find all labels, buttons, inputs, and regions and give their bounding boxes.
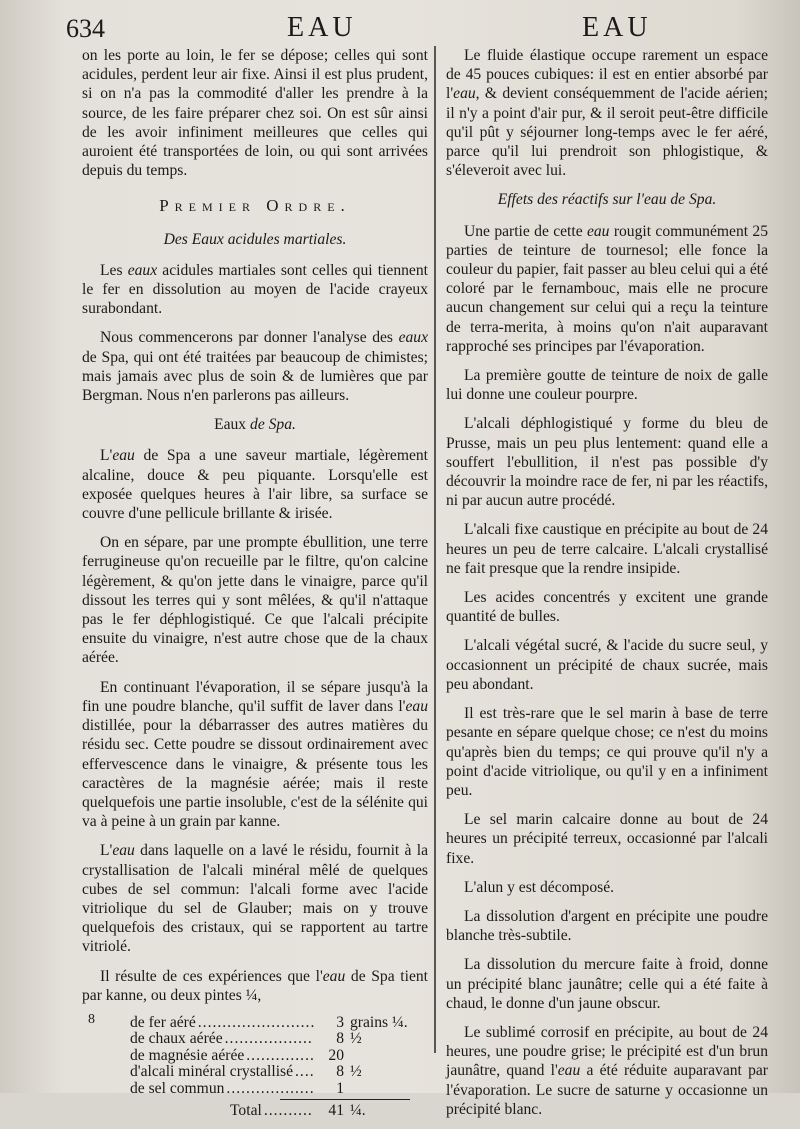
paragraph: Nous commencerons par donner l'analyse des eaux de Spa, qui ont été traitées par beaucoup de chimistes; mais jamais avec plus de soin & de lumières que par Bergman. Nous n'en parlerons pas ailleurs. <box>82 329 428 405</box>
order-heading: Premier Ordre. <box>159 196 351 216</box>
paragraph: L'alcali déphlogistiqué y forme du bleu de Prusse, mais un peu plus lentement: quand elle a souffert l'ebullition, il n'est pas possible d'y découvrir la moindre race de fer, ni par les réactifs, ni par aucun autre procédé. <box>446 415 768 510</box>
paragraph: Le fluide élastique occupe rarement un espace de 45 pouces cubiques: il est en entier absorbé par l'eau, & devient conséquemment de l'acide aérien; il n'y a point d'air pur, & il seroit peut-être difficile qu'il pût y séjourner long-temps avec le fer aéré, parce qu'il lui prendroit son phlogistique, & s'éleveroit avec lui. <box>446 47 768 180</box>
composition-table <box>130 1015 420 1120</box>
paragraph: On en sépare, par une prompte ébullition, une terre ferrugineuse qu'on recueille par le filtre, qu'on calcine légèrement, & qu'on jette dans le vinaigre, parce qu'il dissout les terres qui y sont mêlées, & qu'il n'attaque pas le fer déphlogistiqué. Ce que l'alcali précipite ensuite du vinaigre, n'est autre chose que de la chaux aérée. <box>82 534 428 667</box>
paragraph: Il résulte de ces expériences que l'eau de Spa tient par kanne, ou deux pintes ¼, <box>82 967 428 1004</box>
sum-rule <box>280 1099 410 1100</box>
table-row: de magnésie aérée ..... 20 <box>130 1048 420 1065</box>
paragraph: L'alcali fixe caustique en précipite au bout de 24 heures un peu de terre calcaire. L'alcali crystallisé ne fait presque que la rendre insipide. <box>446 521 768 577</box>
footer-mark: 8 <box>88 1012 95 1027</box>
paragraph: L'eau de Spa a une saveur martiale, légèrement alcaline, douce & peu piquante. Lorsqu'elle est exposée quelques heures à l'air libre, sa surface se couvre d'une pellicule brillante & irisée. <box>82 447 428 523</box>
section-heading: Effets des réactifs sur l'eau de Spa. <box>497 191 717 209</box>
table-row: de sel commun ..... 1 <box>130 1081 420 1098</box>
table-row: de fer aéré ..... 3 grains ¼. <box>130 1015 420 1032</box>
paragraph: Le sel marin calcaire donne au bout de 24 heures un précipité terreux, occasionné par l'alcali fixe. <box>446 811 768 867</box>
paragraph: Les eaux acidules martiales sont celles qui tiennent le fer en dissolution au moyen de l'acide crayeux surabondant. <box>82 261 428 318</box>
running-title-left: EAU <box>287 12 357 43</box>
paragraph: En continuant l'évaporation, il se sépare jusqu'à la fin une poudre blanche, qu'il suffit de laver dans l'eau distillée, pour la débarrasser des autres matières du résidu sec. Cette poudre se dissout ordinairement avec effervescence dans le vinaigre, & présente tous les caractères de la magnésie aérée; mais il reste quelquefois une partie insoluble, c'est de la sélénite qui va à peine à un grain par kanne. <box>82 678 428 831</box>
subsection-heading: Eaux de Spa. <box>214 416 296 434</box>
paragraph: Le sublimé corrosif en précipite, au bout de 24 heures, une poudre grise; le précipité est d'un brun jaunâtre, quand l'eau a été réduite auparavant par l'évaporation. Le sucre de saturne y occasionne un précipité blanc. <box>446 1023 768 1118</box>
column-divider <box>434 46 436 1053</box>
paragraph: La dissolution d'argent en précipite une poudre blanche très-subtile. <box>446 907 768 945</box>
paragraph: La dissolution du mercure faite à froid, donne un précipité blanc jaunâtre; celle qui a été faite à chaud, le donne d'un jaune obscur. <box>446 956 768 1012</box>
left-column <box>82 46 428 1120</box>
section-heading: Des Eaux acidules martiales. <box>163 230 347 248</box>
paragraph: L'alcali végétal sucré, & l'acide du sucre seul, y occasionnent un précipité de chaux sucrée, mais peu abondant. <box>446 637 768 693</box>
paragraph: Les acides concentrés y excitent une grande quantité de bulles. <box>446 589 768 626</box>
paragraph: L'eau dans laquelle on a lavé le résidu, fournit à la crystallisation de l'alcali minéral mêlé de quelques cubes de sel commun: l'alcali forme avec l'acide vitriolique du sel de Glauber; mais on y trouve quelquefois des cristaux, qui se rapportent au tartre vitriolé. <box>82 842 428 956</box>
paragraph: Il est très-rare que le sel marin à base de terre pesante en sépare quelque chose; ce n'est du moins qu'après bien du temps; ce qui prouve qu'il n'y a point d'acide vitriolique, ou qu'il y en a infiniment peu. <box>446 705 768 799</box>
table-row: d'alcali minéral crystallisé ..... 8 ½ <box>130 1064 420 1081</box>
paragraph: La première goutte de teinture de noix de galle lui donne une couleur pourpre. <box>446 367 768 404</box>
table-total-row: Total ..... 41 ¼. <box>130 1103 420 1120</box>
paragraph: Une partie de cette eau rougit communément 25 parties de teinture de tournesol; elle fonce la couleur du papier, fait passer au bleu celui qui a été coloré par le fernambouc, mais elle ne procure aucun changement sur celui qui a reçu la teinture de terra-merita, à moins qu'on n'ait auparavant rapproché ses principes par l'évaporation. <box>446 222 768 355</box>
right-column <box>446 46 768 1129</box>
running-header <box>62 8 780 42</box>
table-row: de chaux aérée ..... 8 ½ <box>130 1031 420 1048</box>
paragraph: on les porte au loin, le fer se dépose; celles qui sont acidules, perdent leur air fixe. Ainsi il est plus prudent, si on n'a pas la commodité d'aller les prendre à la source, de les faire préparer chez soi. On est sûr ainsi de les avoir infiniment meilleures que celles qui auroient été transportées de loin, ou qui sont arrivées depuis du temps. <box>82 47 428 180</box>
running-title-right: EAU <box>582 12 652 43</box>
page-number: 634 <box>66 14 105 43</box>
paragraph: L'alun y est décomposé. <box>464 878 615 896</box>
